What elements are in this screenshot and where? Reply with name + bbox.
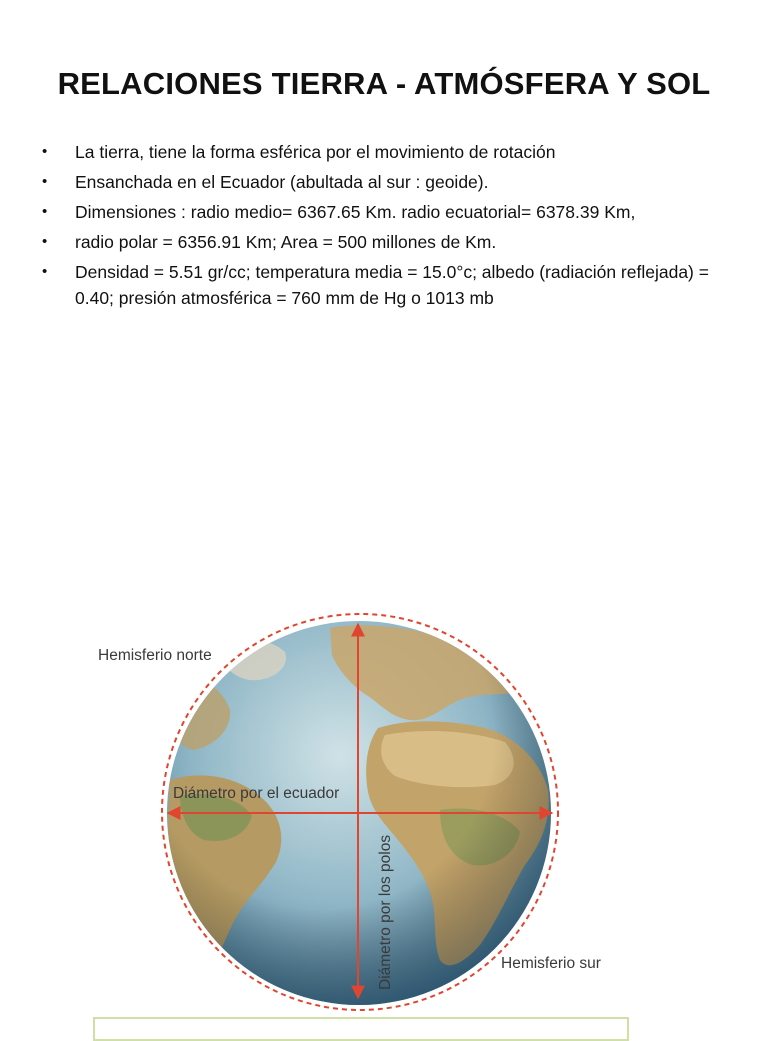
bullet-list [40,139,740,315]
label-hemisferio-norte: Hemisferio norte [98,647,212,664]
bullet-dot: • [42,173,48,190]
bullet-text: Densidad = 5.51 gr/cc; temperatura media = 15.0°c; albedo (radiación reflejada) = 0.40; presión atmosférica = 760 mm de Hg o 1013 mb [75,262,709,308]
label-diametro-polos: Diámetro por los polos [377,834,394,990]
bullet-item [40,199,740,225]
bullet-dot: • [42,143,48,160]
bullet-dot: • [42,233,48,250]
bullet-item [40,259,740,311]
bullet-dot: • [42,263,48,280]
bullet-item [40,139,740,165]
bullet-text: La tierra, tiene la forma esférica por el movimiento de rotación [75,142,556,162]
earth-diagram [0,600,768,1024]
label-diametro-ecuador: Diámetro por el ecuador [173,785,340,802]
bullet-item [40,169,740,195]
bullet-text: Ensanchada en el Ecuador (abultada al sur : geoide). [75,172,489,192]
label-hemisferio-sur: Hemisferio sur [501,955,601,972]
bullet-dot: • [42,203,48,220]
bullet-item [40,229,740,255]
slide-title: RELACIONES TIERRA - ATMÓSFERA Y SOL [57,66,711,101]
bullet-text: Dimensiones : radio medio= 6367.65 Km. radio ecuatorial= 6378.39 Km, [75,202,636,222]
caption-box [93,1017,629,1041]
madagascar [532,899,545,924]
bullet-text: radio polar = 6356.91 Km; Area = 500 millones de Km. [75,232,497,252]
